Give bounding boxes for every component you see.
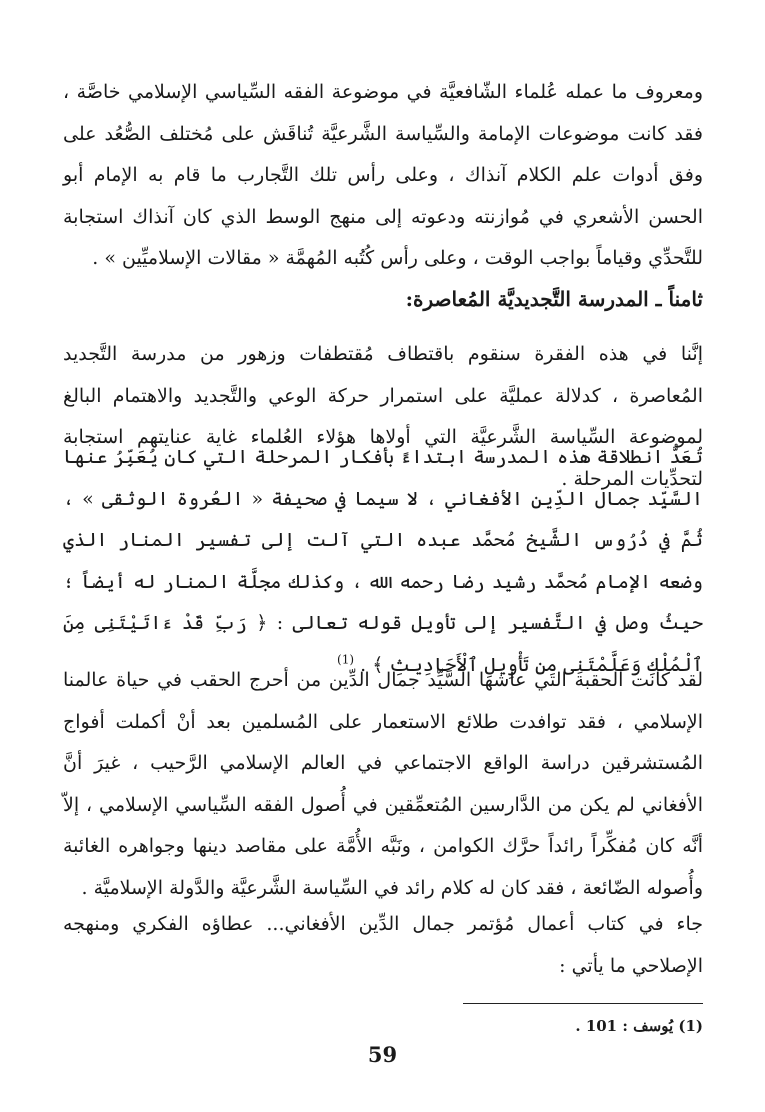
paragraph-shafii-scholars: ومعروف ما عمله عُلماء الشّافعيَّة في موضوعة الفقه السِّياسي الإسلامي خاصَّة ، فقد كانت موضوعات الإمامة والسِّياسة الشَّرعيَّة تُناقَش على مُختلف الصُّعُد على وفق أدوات علم الكلام آنذاك ، وعلى رأس تلك التَّجارب ما قام به الإمام أبو الحسن الأشعري في مُوازنته ودعوته إلى منهج الوسط الذي كان آنذاك استجابة للتَّحدِّي وقياماً بواجب الوقت ، وعلى رأس كُتُبه المُهمَّة « مقالات الإسلاميِّين » .: [63, 81, 703, 269]
paragraph-school-origins: [63, 437, 703, 686]
footnote: (1) يُوسف : 101 .: [575, 1017, 703, 1035]
paragraph-origins-text: تُعَدُّ انطلاقة هذه المدرسة ابتداءً بأفكار المرحلة التي كان يُعَبِّرُ عنها السَّيِّد جمال الدِّين الأفغاني ، لا سيما في صحيفة « العُروة الوثقى » ، ثُمَّ في دُرُوس الشَّيخ مُحمَّد عبده التي آلت إلى تفسير المنار الذي وضعه الإمام مُحمَّد رشيد رضا رحمه الله ، وكذلك مجلَّة المنار له أيضاً ؛ حيثُ وصل في التَّفسير إلى تأويل قوله تعالى :: [63, 446, 703, 634]
quran-verse: ﴿ رَبِّ قَدْ ءَاتَيْتَنِى مِنَ ٱلْمُلْكِ وَعَلَّمْتَنِى مِن تَأْوِيلِ ٱلْأَحَادِيثِ ﴾: [63, 612, 703, 676]
paragraph-afghani-era: لقد كانت الحقبة التي عاشها السَّيِّد جمال الدِّين من أحرج الحقب في حياة عالمنا الإسلامي ، فقد توافدت طلائع الاستعمار على المُسلمين بعد أنْ أكملت أفواج المُستشرقين دراسة الواقع الاجتماعي في العالم الإسلامي الرَّحيب ، غيرَ أنَّ الأفغاني لم يكن من الدَّارسين المُتعمِّقين في أُصول الفقه السِّياسي الإسلامي ، إلاّ أنَّه كان مُفكِّراً رائداً حرَّك الكوامن ، ونَبَّه الأُمَّة على مقاصد دينها وجواهره الغائبة وأُصوله الضّائعة ، فقد كان له كلام رائد في السِّياسة الشَّرعيَّة والدَّولة الإسلاميَّة .: [63, 669, 703, 899]
page-number: 59: [367, 1042, 398, 1067]
paragraph-conference-quote: جاء في كتاب أعمال مُؤتمر جمال الدِّين الأفغاني... عطاؤه الفكري ومنهجه الإصلاحي ما يأتي :: [63, 913, 703, 977]
footnote-divider: [463, 1003, 703, 1004]
paragraph-renewal-school-intro: إنَّنا في هذه الفقرة سنقوم باقتطاف مُقتطفات وزهور من مدرسة التَّجديد المُعاصرة ، كدلالة عمليَّة على استمرار حركة الوعي والتَّجديد والاهتمام البالغ لموضوعة السِّياسة الشَّرعيَّة التي أولاها هؤلاء العُلماء غاية عنايتهم استجابة لتحدِّيات المرحلة .: [63, 343, 703, 490]
footnote-reference: (1): [337, 652, 355, 667]
paragraph-origins-end: .: [360, 653, 367, 676]
section-heading: ثامناً ـ المدرسة التَّجديديَّة المُعاصرة:: [405, 287, 703, 311]
